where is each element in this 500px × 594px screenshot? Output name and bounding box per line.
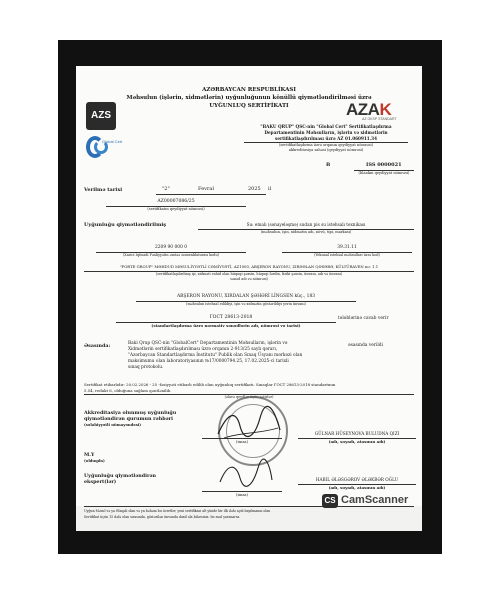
issue-date-label: Verilmə tarixi [84,187,123,193]
camscanner-watermark: CamScanner [341,494,409,506]
product-value: Su: emalı (sənayeləşmə) sudan pis su istehsalı texnikası [246,222,366,227]
certificate-number: AZ00007086/25 [157,199,195,204]
certificate-number-caption: (sertifikatın qeydiyyat nömrəsi) [147,207,205,211]
issue-month: Fevral [198,186,214,192]
head-name: GÜLNAR HÜSEYNOVA BULUDNA QIZI [314,431,400,436]
seal-place-caption: (olduqda) [84,458,105,463]
expert-label-1: Uyğunluğu qiymətləndirən [84,473,157,479]
issue-year-suffix: il [268,186,272,192]
basis-line-4: maksimumu olan laboratoriyasının №17/0000794.25, 17.02.2025-ci tarixli [128,359,289,364]
document-title: UYĞUNLUQ SERTİFİKATI [209,103,289,109]
footer-line-1: Uyğun Məsul və ya Əlaqəli olan və ya bəhəm bu ücretler, yeni sertifikasi alt yünde bir ilk dəfə açıb bayılmanın olan [84,509,271,513]
standard-caption: (standartlaşdırma üzrə normativ sənədlərin adı, nömrəsi və tarixi) [151,323,301,328]
production-place-caption: (məhsulun istehsal edildiyi, işin və xidmətin göstərildiyi yerin ünvanı) [186,302,306,306]
azs-logo-text: AZS [91,110,111,121]
azak-logo-sub: AZ GKSP STANDART [362,117,397,121]
validity-caption: (əlavə qeydlər üçün sətirlər) [224,395,274,399]
standard-compliance-text: tələblərinə cavab verir [338,316,389,321]
manufacturer-value: "FORTE GROUP" MƏHDUD MƏSULİYYƏTLİ CƏMİYYƏTİ, AZ1000, ABŞERON RAYONU, ZIRƏƏLAN QƏSƏBƏ, KÜLTÜRAVEN no: 1.1 [119,264,379,269]
expert-sign-caption: (imza) [235,492,249,497]
validity-line-2: 5.54, redakt 6, olduğuna sağlam qəntlənilib. [84,388,172,393]
basis-line-5: sınaq protokolu. [128,365,164,370]
manufacturer-caption: (sertifikatlaşdırılmış işi, xidməti vahid olan hüquqi şəxsin, hüquqi fərdin, fiziki şəxsin, ünvanı, adı və ünvanı) [155,272,343,276]
header-subtitle: Məhsulun (işlərin, xidmətlərin) uyğunluğunun könüllü qiymətləndirilməsi üzrə [126,95,372,101]
certificate-page [76,66,422,531]
serial-letter: B [326,162,331,168]
issuer-line-1: "BAKU QRUP" QSC-nin "Global Cert" Sertifikatlaşdırma [260,124,392,129]
head-label-3: (səlahiyyətli nümayəndəsi) [84,422,142,427]
issuer-line-4: (sertifikatlaşdırma üzrə orqanın qeydiyyat nömrəsi) [278,143,374,147]
basis-line-2: Xidmətlərin sertifikatlaşdırılması üzrə orqanın 2-913/25 saylı qərarı, [128,347,278,352]
expert-label-2: ekspert(lər) [84,479,117,485]
issuer-line-5: akkreditasiya sahəsi (qeydiyyat nömrəsi) [288,148,364,152]
validity-line-1: Sertifikat etibarlıdır: 20.02.2026 - 25 -fəsiyyəti etibarlı edilib olan uyğunluq sertifikatı. Sınaqlar ГОСТ 28613-2018 standartının [84,382,336,387]
serial-caption: (blankın qeydiyyat nömrəsi) [358,171,410,175]
expert-name: HABIL ƏLƏSGƏROV ƏLƏKBƏR OĞLU [315,477,399,482]
issuer-line-3: sertifikatlaşdırılması üzrə AZ 01.060911.34 [274,136,378,141]
azak-logo: AZAK [346,100,392,119]
footer-line-2: Sertifikat üçün 15 dəfə olan sırasında, göstərilən ünvanda daxil ola bilərsiniz. bu sual yaranarsa [84,515,240,519]
product-caption: (məhsulun, işin, xidmətin adı, növü, tipi, markası) [260,230,352,234]
serial-number: ISS 0000021 [366,162,402,168]
issuer-line-2: Departamentinin Məhsulların, işlərin və xidmətlərin [264,130,388,135]
head-label-2: qiymətləndirən qurumun rəhbəri [84,416,173,422]
basis-label: Əsasında: [84,343,111,349]
issue-year: 2025 [248,186,261,192]
camscanner-logo-icon: CS [322,494,338,508]
head-sign-caption: (imza) [235,439,249,444]
product-label: Uyğunluğu qiymətləndirilmiş [84,222,167,228]
head-name-caption: (adı, soyadı, atasının adı) [328,439,386,444]
production-place: ABŞERON RAYONU, XIRDALAN ŞƏHƏRİ LİNGSEN küç., 183 [176,294,316,299]
standard-value: ГОСТ 28613-2018 [209,315,253,320]
hs-code-caption: (Xarici İqtisadi Fəaliyyətin əmtəə nomenklaturası kodu) [122,253,219,257]
product-class-code: 39.31.11 [337,245,357,250]
basis-line-3: "Azərbaycan Standartlaşdırma İnstitutu" Publik olan Sınaq Üsyanı mərkəzi olan [128,353,303,358]
head-label-1: Akkreditasiya olunmuş uyğunluğu [84,410,177,416]
footer-divider [84,506,414,507]
issue-day: "2" [162,186,170,192]
seal-place: M.Y [84,452,95,458]
basis-line-1: Baki Qrup QSC-nin "GlobalCert" Departamentinin Məhsulların, işlərin və [128,341,288,346]
azs-logo [86,102,116,130]
basis-issued-text: əsasında verildi [348,343,383,348]
issue-date-underline [156,194,266,195]
hs-code: 2209 90 000 0 [154,245,188,250]
expert-name-caption: (adı, soyadı, atasının adı) [328,485,386,490]
country-title: AZƏRBAYCAN RESPUBLİKASI [202,87,296,93]
manufacturer-caption-cont: sənəd adı və nömrəsi) [230,277,268,281]
expert-signature [216,458,276,492]
global-cert-label: Global Cert [102,139,123,144]
product-class-caption: (Yekunal istehsal məhsulları üzrə kod) [314,253,380,257]
